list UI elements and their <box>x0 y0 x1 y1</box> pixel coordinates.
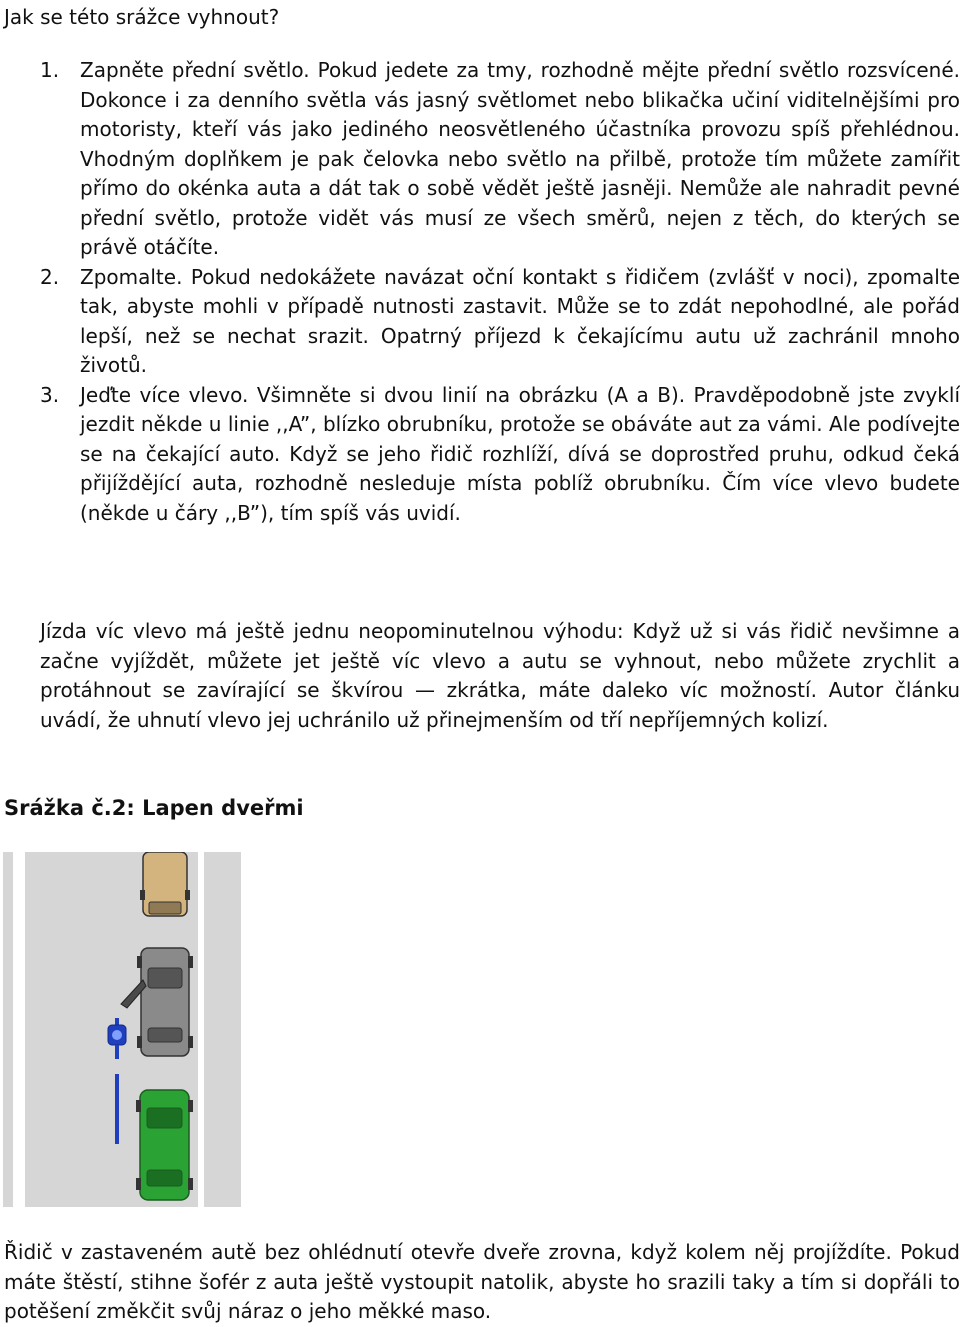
paragraph-door-collision: Řidič v zastaveném autě bez ohlédnutí otevře dveře zrovna, když kolem něj projíždíte. Pokud máte štěstí, stihne šofér z auta ještě vystoupit natolik, abyste ho srazili taky a tím si dopřáli to potěšení změkčit svůj náraz o jeho měkké maso. <box>4 1240 960 1323</box>
moving-car-bottom <box>136 1090 193 1200</box>
road-edge-line <box>198 852 204 1207</box>
lane-line-b <box>115 1074 119 1144</box>
list-text: Jeďte více vlevo. Všimněte si dvou linií na obrázku (A a B). Pravděpodobně jste zvyklí jezdit někde u linie ,,A”, blízko obrubníku, protože se obáváte aut za vámi. Ale podívejte se na čekající auto. Když se jeho řidič rozhlíží, dívá se doprostřed pruhu, odkud čeká přijíždějící auta, rozhodně nesleduje místa poblíž obrubníku. Čím více vlevo budete (někde u čáry ,,B”), tím spíš vás uvidí. <box>80 382 960 525</box>
list-item <box>40 381 960 529</box>
parked-car-middle <box>137 948 193 1056</box>
list-text: Zpomalte. Pokud nedokážete navázat oční kontakt s řidičem (zvlášť v noci), zpomalte tak, abyste mohli v případě nutnosti zastavit. Může se to zdát nepohodlné, ale pořád lepší, než se nechat srazit. Opatrný příjezd k čekajícímu autu už zachránil mnoho životů. <box>80 264 960 377</box>
list-item <box>40 263 960 381</box>
list-item <box>40 56 960 263</box>
list-number: 3. <box>40 382 60 407</box>
section-heading: Jak se této srážce vyhnout? <box>4 5 280 29</box>
list-text: Zapněte přední světlo. Pokud jedete za tmy, rozhodně mějte přední světlo rozsvícené. Dokonce i za denního světla vás jasný světlomet nebo blikačka učiní viditelnějšími pro motoristy, kteří vás jako jediného neosvětleného účastníka provozu spíš přehlédnou. Vhodným doplňkem je pak čelovka nebo světlo na přilbě, protože tím můžete zamířit přímo do okénka auta a dát tak o sobě vědět ještě jasněji. Nemůže ale nahradit pevné přední světlo, protože vidět vás musí ze všech směrů, nejen z těch, do kterých se právě otáčíte. <box>80 58 960 259</box>
curb-line <box>13 852 25 1207</box>
parked-car-top <box>140 852 190 916</box>
list-number: 1. <box>40 58 60 82</box>
door-collision-illustration <box>3 852 241 1207</box>
section-title: Srážka č.2: Lapen dveřmi <box>4 796 304 820</box>
paragraph-left-advantage: Jízda víc vlevo má ještě jednu neopominutelnou výhodu: Když už si vás řidič nevšimne a začne vyjíždět, můžete jet ještě víc vlevo a autu se vyhnout, nebo můžete zrychlit a protáhnout se zavírající se škvírou — zkrátka, máte daleko víc možností. Autor článku uvádí, že uhnutí vlevo jej uchránilo už přinejmenším od tří nepříjemných kolizí. <box>40 619 960 732</box>
list-number: 2. <box>40 264 60 289</box>
tips-list <box>40 56 960 528</box>
